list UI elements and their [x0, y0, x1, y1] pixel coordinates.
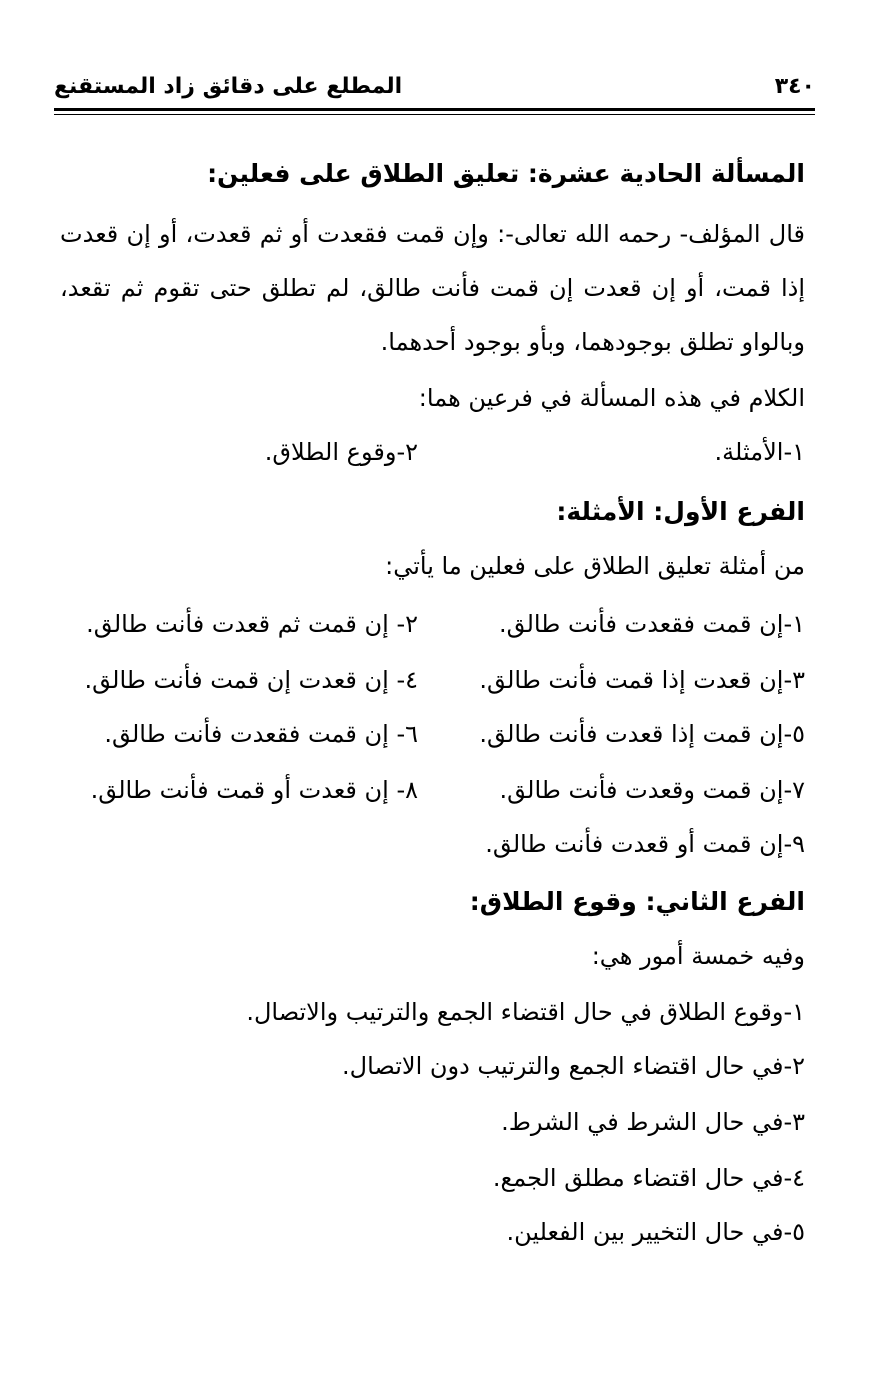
quote-line-2: إذا قمت، أو إن قعدت إن قمت فأنت طالق، لم تطلق حتى تقوم ثم تقعد،: [60, 274, 805, 302]
branch-item-2: ٢-وقوع الطلاق.: [264, 438, 418, 466]
example-7: ٧-إن قمت وقعدت فأنت طالق.: [499, 776, 805, 804]
example-3: ٣-إن قعدت إذا قمت فأنت طالق.: [479, 666, 805, 694]
example-6: ٦- إن قمت فقعدت فأنت طالق.: [104, 720, 418, 748]
page-number: ٣٤٠: [774, 74, 815, 99]
quote-line-3: وبالواو تطلق بوجودهما، وبأو بوجود أحدهما.: [380, 328, 805, 356]
example-8: ٨- إن قعدت أو قمت فأنت طالق.: [90, 776, 418, 804]
example-2: ٢- إن قمت ثم قعدت فأنت طالق.: [86, 610, 418, 638]
branch-item-1: ١-الأمثلة.: [714, 438, 805, 466]
matter-3: ٣-في حال الشرط في الشرط.: [501, 1108, 805, 1136]
matter-5: ٥-في حال التخيير بين الفعلين.: [506, 1218, 805, 1246]
matter-4: ٤-في حال اقتضاء مطلق الجمع.: [492, 1164, 805, 1192]
quote-line-1: قال المؤلف- رحمه الله تعالى-: وإن قمت فقعدت أو ثم قعدت، أو إن قعدت: [60, 220, 805, 248]
running-title: المطلع على دقائق زاد المستقنع: [54, 74, 403, 99]
branch1-heading: الفرع الأول: الأمثلة:: [556, 497, 805, 526]
matter-1: ١-وقوع الطلاق في حال اقتضاء الجمع والترتيب والاتصال.: [246, 998, 805, 1026]
issue-heading: المسألة الحادية عشرة: تعليق الطلاق على فعلين:: [207, 159, 805, 188]
header-rule-thin: [54, 114, 815, 115]
intro-text: الكلام في هذه المسألة في فرعين هما:: [418, 384, 805, 412]
example-1: ١-إن قمت فقعدت فأنت طالق.: [498, 610, 805, 638]
example-4: ٤- إن قعدت إن قمت فأنت طالق.: [84, 666, 418, 694]
header-rule-thick: [54, 108, 815, 111]
matter-2: ٢-في حال اقتضاء الجمع والترتيب دون الاتصال.: [342, 1052, 805, 1080]
branch2-heading: الفرع الثاني: وقوع الطلاق:: [469, 887, 805, 916]
example-5: ٥-إن قمت إذا قعدت فأنت طالق.: [479, 720, 805, 748]
page-header: [54, 72, 815, 102]
example-9: ٩-إن قمت أو قعدت فأنت طالق.: [485, 830, 805, 858]
examples-intro: من أمثلة تعليق الطلاق على فعلين ما يأتي:: [385, 552, 805, 580]
matters-intro: وفيه خمسة أمور هي:: [591, 942, 805, 970]
